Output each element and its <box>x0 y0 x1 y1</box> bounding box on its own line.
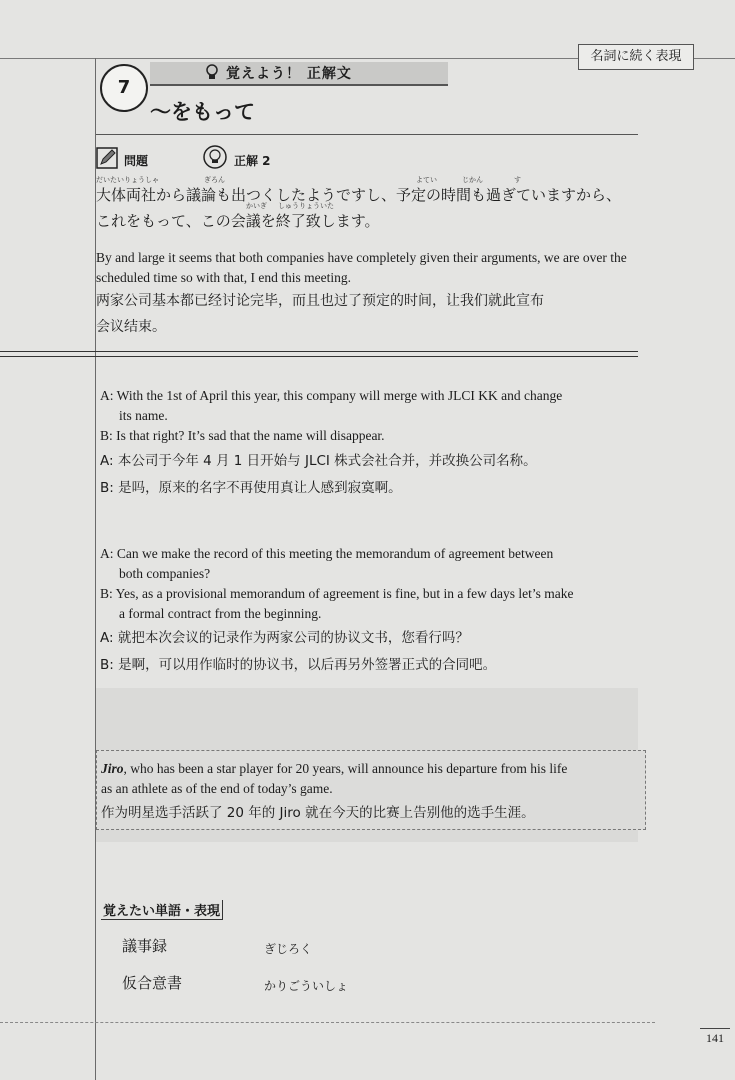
furigana: ぎろん <box>204 176 225 184</box>
dialog-line: A: With the 1st of April this year, this company will merge with JLCI KK and change <box>100 388 563 403</box>
japanese-sentence-line: これをもって、この会議を終了致します。 <box>96 212 380 230</box>
example-box <box>96 750 646 830</box>
bottom-rule <box>0 1022 655 1023</box>
example-name: Jiro <box>101 761 124 776</box>
page-number: 141 <box>700 1028 730 1046</box>
furigana: じかん <box>462 176 483 184</box>
correct-answer-label: 正解 2 <box>234 154 271 168</box>
furigana: かいぎ <box>246 202 267 210</box>
vocab-reading: かりごういしょ <box>264 979 349 993</box>
problem-label: 問題 <box>124 154 149 168</box>
memorize-banner <box>150 62 448 86</box>
dialog-line: B: Is that right? It’s sad that the name will disappear. <box>100 428 385 443</box>
example-english-line: as an athlete as of the end of today’s game. <box>101 781 333 796</box>
english-translation: By and large it seems that both companies have completely given their arguments, we are over the scheduled time so with that, I end this meeting. <box>96 250 627 285</box>
dialog-2-english <box>100 544 645 624</box>
section-divider <box>0 351 638 357</box>
vocab-word: 仮合意書 <box>122 974 183 992</box>
dialog-line: A: 就把本次会议的记录作为两家公司的协议文书，您看行吗？ <box>100 630 469 646</box>
furigana: しゅうりょういた <box>278 202 334 210</box>
answer-bulb-icon <box>203 145 227 174</box>
lesson-number: 7 <box>100 64 148 112</box>
furigana: だいたいりょうしゃ <box>96 176 159 184</box>
example-english-line: Jiro, who has been a star player for 20 years, will announce his departure from his life <box>101 761 568 776</box>
furigana: す <box>514 176 521 184</box>
banner-text: 覚えよう！ 正解文 <box>226 66 352 82</box>
dialog-line: B: 是啊，可以用作临时的协议书，以后再另外签署正式的合同吧。 <box>100 657 497 673</box>
vocab-word: 議事録 <box>122 937 168 955</box>
japanese-sentence-line: 大体両社から議論も出つくしたようですし、予定の時間も過ぎていますから、 <box>96 186 622 204</box>
dialog-line: B: 是吗，原来的名字不再使用真让人感到寂寞啊。 <box>100 480 402 496</box>
dialog-1-english <box>100 386 645 446</box>
dialog-line: its name. <box>119 408 168 423</box>
vocab-heading: 覚えたい単語・表現 <box>101 900 223 920</box>
chinese-translation-line: 会议结束。 <box>96 319 166 335</box>
pencil-icon <box>96 147 118 174</box>
dialog-line: both companies? <box>119 566 211 581</box>
example-chinese-line: 作为明星选手活跃了 20 年的 Jiro 就在今天的比赛上告别他的选手生涯。 <box>101 805 535 821</box>
furigana: よてい <box>416 176 437 184</box>
section-tag: 名詞に続く表現 <box>578 44 694 70</box>
vocab-reading: ぎじろく <box>264 942 313 956</box>
lesson-title: 〜をもって <box>150 100 255 124</box>
title-rule <box>96 134 638 135</box>
chinese-translation-line: 两家公司基本都已经讨论完毕，而且也过了预定的时间，让我们就此宣布 <box>96 293 544 309</box>
dialog-line: A: 本公司于今年 4 月 1 日开始与 JLCI 株式会社合并，并改换公司名称。 <box>100 453 537 469</box>
lightbulb-icon <box>204 63 220 86</box>
dialog-line: A: Can we make the record of this meeting the memorandum of agreement between <box>100 546 554 561</box>
dialog-line: B: Yes, as a provisional memorandum of agreement is fine, but in a few days let’s make <box>100 586 574 601</box>
dialog-line: a formal contract from the beginning. <box>119 606 322 621</box>
